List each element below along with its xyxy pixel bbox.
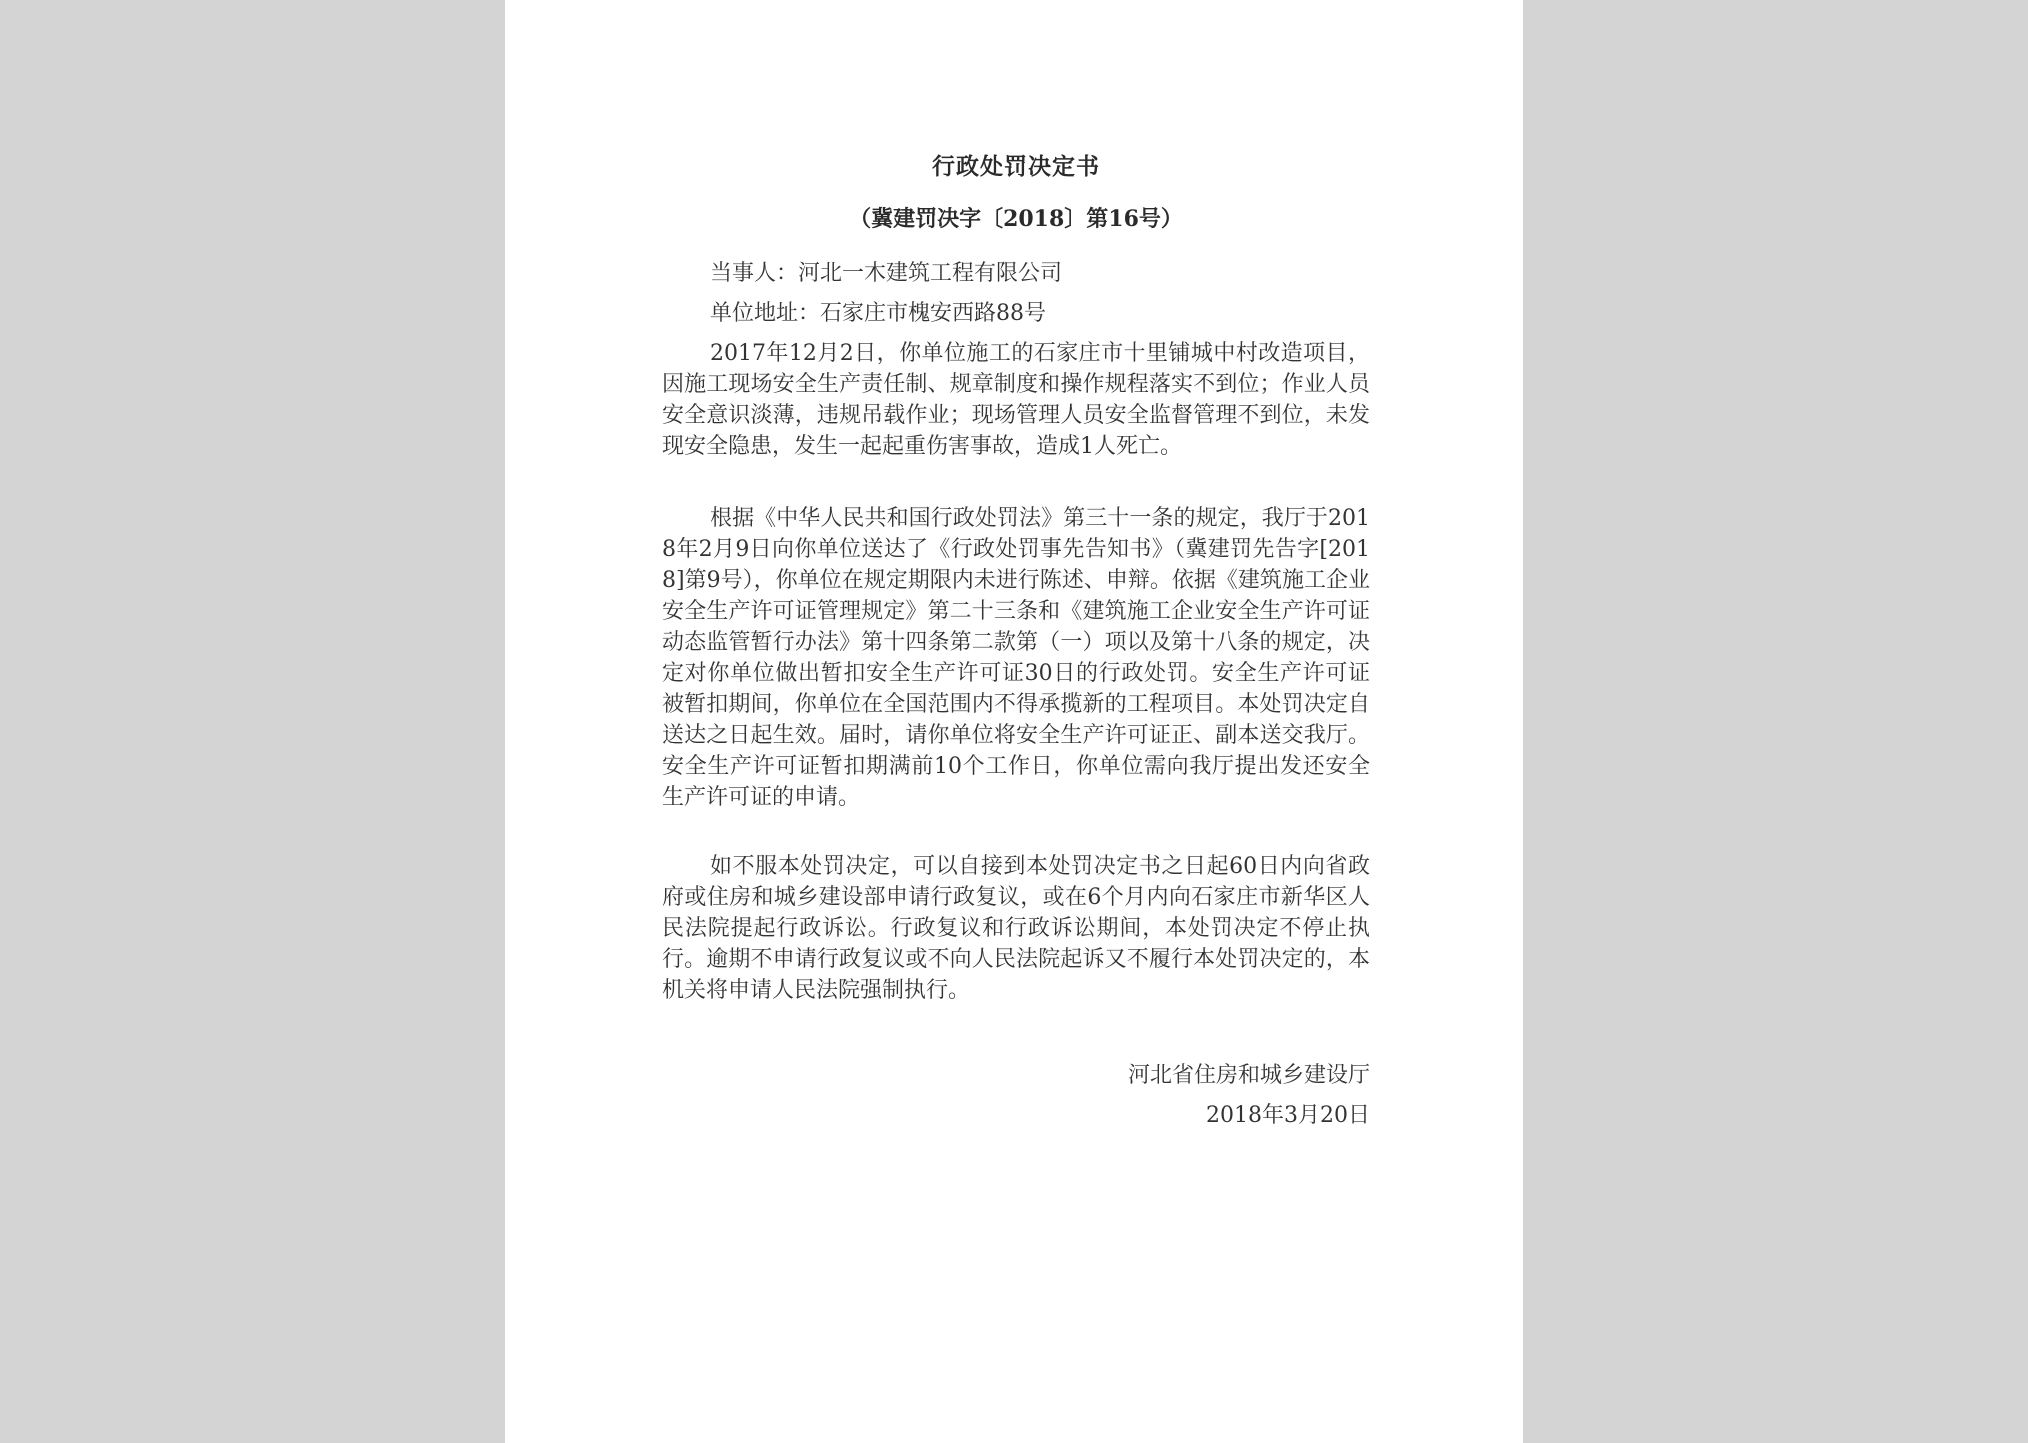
paragraph-decision: 根据《中华人民共和国行政处罚法》第三十一条的规定，我厅于2018年2月9日向你单位送达了《行政处罚事先告知书》（冀建罚先告字[2018]第9号），你单位在规定期限内未进行陈述、申辩。依据《建筑施工企业安全生产许可证管理规定》第二十三条和《建筑施工企业安全生产许可证动态监管暂行办法》第十四条第二款第（一）项以及第十八条的规定，决定对你单位做出暂扣安全生产许可证30日的行政处罚。安全生产许可证被暂扣期间，你单位在全国范围内不得承揽新的工程项目。本处罚决定自送达之日起生效。届时，请你单位将安全生产许可证正、副本送交我厅。安全生产许可证暂扣期满前10个工作日，你单位需向我厅提出发还安全生产许可证的申请。 [662,506,1370,810]
issue-date: 2018年3月20日 [1206,1103,1370,1128]
document-title: 行政处罚决定书 [932,153,1100,180]
document-number: （冀建罚决字〔2018〕第16号） [849,206,1183,232]
document-page [505,0,1523,1443]
paragraph-facts: 2017年12月2日，你单位施工的石家庄市十里铺城中村改造项目，因施工现场安全生产责任制、规章制度和操作规程落实不到位；作业人员安全意识淡薄，违规吊载作业；现场管理人员安全监督管理不到位，未发现安全隐患，发生一起起重伤害事故，造成1人死亡。 [662,341,1370,459]
paragraph-appeal: 如不服本处罚决定，可以自接到本处罚决定书之日起60日内向省政府或住房和城乡建设部申请行政复议，或在6个月内向石家庄市新华区人民法院提起行政诉讼。行政复议和行政诉讼期间，本处罚决定不停止执行。逾期不申请行政复议或不向人民法院起诉又不履行本处罚决定的，本机关将申请人民法院强制执行。 [662,854,1370,1003]
address-line: 单位地址：石家庄市槐安西路88号 [710,301,1046,326]
party-line: 当事人：河北一木建筑工程有限公司 [710,261,1063,286]
issuing-authority: 河北省住房和城乡建设厅 [1127,1063,1370,1088]
